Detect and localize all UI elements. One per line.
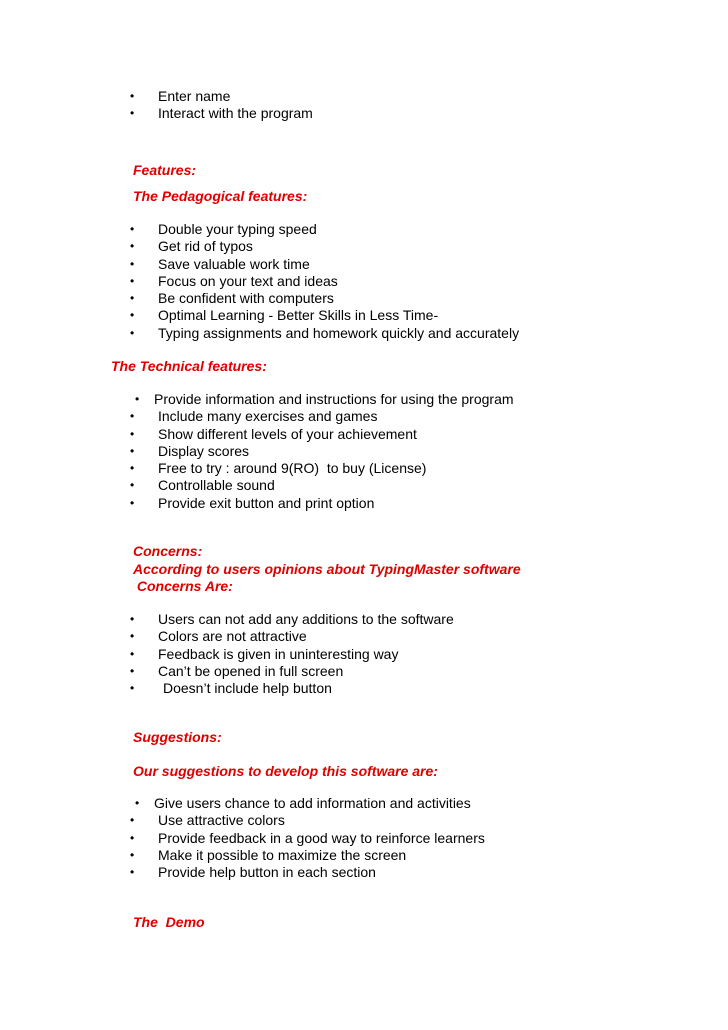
list-item bbox=[128, 495, 708, 512]
concerns-subheading: According to users opinions about TypingMaster software bbox=[133, 561, 521, 577]
list-item-text: Typing assignments and homework quickly and accurately bbox=[158, 324, 520, 341]
list-item-text: Enter name bbox=[158, 88, 231, 104]
bullet: • bbox=[130, 308, 135, 323]
bullet: • bbox=[130, 865, 135, 880]
list-item-text: Show different levels of your achievement bbox=[158, 425, 417, 442]
list-item bbox=[128, 307, 708, 324]
list-item bbox=[128, 795, 708, 812]
list-item-text: Provide feedback in a good way to reinforce learners bbox=[158, 829, 485, 846]
list-item bbox=[128, 88, 708, 105]
list-item-text: Provide exit button and print option bbox=[158, 494, 375, 511]
bullet: • bbox=[135, 392, 140, 406]
bullet: • bbox=[130, 291, 135, 306]
bullet: • bbox=[130, 222, 135, 236]
list-item bbox=[128, 443, 708, 460]
bullet: • bbox=[130, 89, 135, 103]
list-item-text: Focus on your text and ideas bbox=[158, 272, 338, 289]
list-item bbox=[128, 221, 708, 238]
list-item-text: Controllable sound bbox=[158, 477, 275, 494]
list-item bbox=[128, 426, 708, 443]
list-item-text: Get rid of typos bbox=[158, 238, 253, 255]
concerns-heading: Concerns: bbox=[133, 543, 203, 559]
technical-heading: The Technical features: bbox=[111, 358, 267, 374]
list-item-text: Be confident with computers bbox=[158, 290, 334, 307]
bullet: • bbox=[130, 461, 135, 476]
list-item bbox=[128, 408, 708, 425]
list-item-text: Double your typing speed bbox=[158, 221, 317, 237]
list-item bbox=[128, 391, 708, 408]
concerns-are-heading: Concerns Are: bbox=[133, 578, 233, 594]
suggestions-list bbox=[128, 795, 708, 881]
bullet: • bbox=[130, 273, 135, 288]
features-heading: Features: bbox=[133, 162, 197, 178]
list-item bbox=[128, 611, 708, 628]
list-item bbox=[128, 105, 708, 122]
demo-heading: The Demo bbox=[133, 914, 205, 930]
list-item bbox=[128, 663, 708, 680]
list-item-text: Use attractive colors bbox=[158, 812, 285, 829]
list-item-text: Users can not add any additions to the software bbox=[158, 611, 454, 627]
list-item bbox=[128, 460, 708, 477]
bullet: • bbox=[130, 612, 135, 626]
list-item bbox=[128, 864, 708, 881]
list-item bbox=[128, 325, 708, 342]
list-item-text: Colors are not attractive bbox=[158, 628, 307, 645]
list-item-text: Include many exercises and games bbox=[158, 408, 378, 425]
suggestions-subheading: Our suggestions to develop this software are: bbox=[133, 763, 438, 779]
bullet: • bbox=[130, 681, 135, 696]
bullet: • bbox=[130, 813, 135, 828]
list-item bbox=[128, 628, 708, 645]
bullet: • bbox=[130, 256, 135, 271]
intro-list bbox=[128, 88, 708, 123]
list-item bbox=[128, 256, 708, 273]
list-item-text: Provide information and instructions for using the program bbox=[154, 391, 514, 407]
list-item bbox=[128, 680, 708, 697]
list-item-text: Can’t be opened in full screen bbox=[158, 662, 344, 679]
list-item-text: Save valuable work time bbox=[158, 255, 310, 272]
list-item-text: Doesn’t include help button bbox=[163, 680, 332, 697]
bullet: • bbox=[130, 847, 135, 862]
bullet: • bbox=[130, 426, 135, 441]
list-item-text: Make it possible to maximize the screen bbox=[158, 846, 407, 863]
concerns-list bbox=[128, 611, 708, 697]
list-item bbox=[128, 830, 708, 847]
suggestions-heading: Suggestions: bbox=[133, 729, 222, 745]
bullet: • bbox=[130, 646, 135, 661]
list-item-text: Give users chance to add information and activities bbox=[154, 795, 471, 811]
bullet: • bbox=[130, 409, 135, 424]
bullet: • bbox=[130, 239, 135, 254]
list-item-text: Feedback is given in uninteresting way bbox=[158, 645, 399, 662]
list-item-text: Provide help button in each section bbox=[158, 864, 376, 881]
technical-list bbox=[128, 391, 708, 512]
list-item bbox=[128, 812, 708, 829]
pedagogical-list bbox=[128, 221, 708, 342]
bullet: • bbox=[130, 443, 135, 458]
bullet: • bbox=[130, 629, 135, 644]
list-item-text: Free to try : around 9(RO) to buy (License) bbox=[158, 460, 427, 477]
bullet: • bbox=[130, 663, 135, 678]
bullet: • bbox=[135, 796, 140, 810]
list-item-text: Display scores bbox=[158, 442, 250, 459]
list-item-text: Interact with the program bbox=[158, 105, 313, 122]
bullet: • bbox=[130, 495, 135, 510]
list-item bbox=[128, 646, 708, 663]
pedagogical-heading: The Pedagogical features: bbox=[133, 188, 308, 204]
bullet: • bbox=[130, 830, 135, 845]
list-item bbox=[128, 238, 708, 255]
list-item bbox=[128, 290, 708, 307]
list-item bbox=[128, 273, 708, 290]
list-item-text: Optimal Learning - Better Skills in Less Time- bbox=[158, 307, 439, 324]
bullet: • bbox=[130, 325, 135, 340]
list-item bbox=[128, 477, 708, 494]
list-item bbox=[128, 847, 708, 864]
bullet: • bbox=[130, 106, 135, 121]
bullet: • bbox=[130, 478, 135, 493]
